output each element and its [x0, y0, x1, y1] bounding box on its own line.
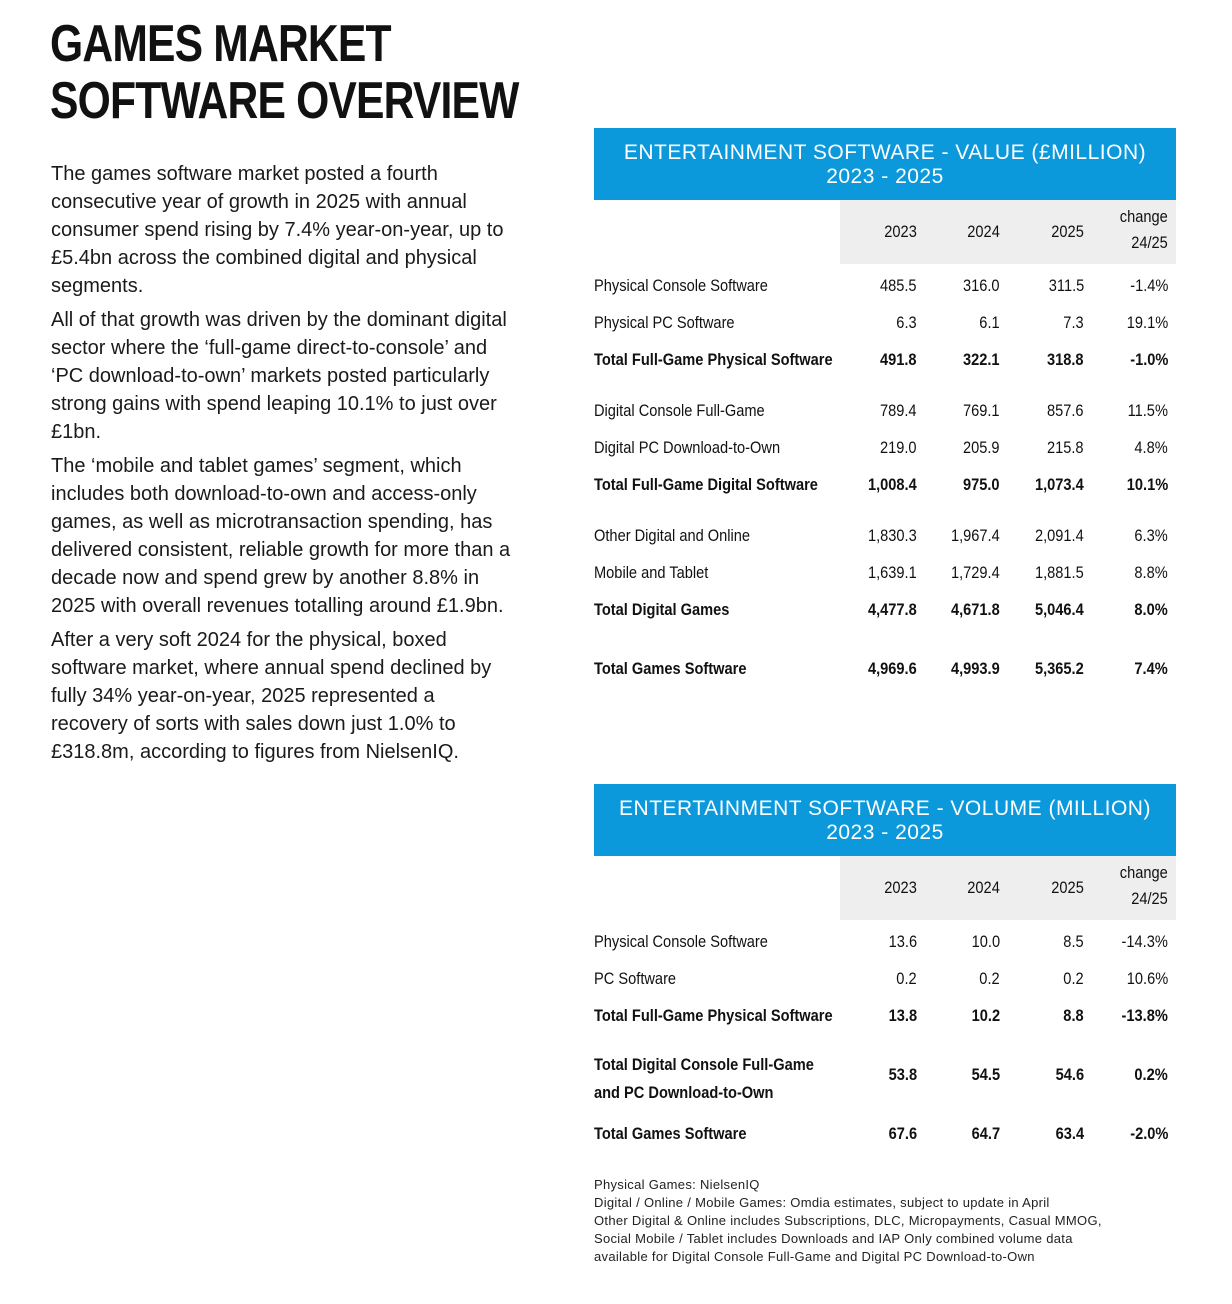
- column-header-change: change 24/25: [1120, 863, 1168, 908]
- row-label: Total Full-Game Digital Software: [594, 475, 818, 494]
- column-header-2024: 2024: [967, 222, 1000, 241]
- cell-2024: 4,993.9: [951, 659, 1000, 678]
- paragraph: The games software market posted a fourth consecutive year of growth in 2025 with annual consumer spend rising by 7.4% year-on-year, up to £5.4bn across the combined digital and physical segments.: [51, 163, 504, 297]
- row-label: Mobile and Tablet: [594, 563, 709, 582]
- cell-2024: 975.0: [963, 475, 1000, 494]
- cell-2023: 491.8: [880, 350, 917, 369]
- row-label: Total Games Software: [594, 659, 747, 678]
- cell-change: -2.0%: [1129, 1124, 1168, 1143]
- row-label: Physical PC Software: [594, 313, 735, 332]
- note-line: Physical Games: NielsenIQ: [594, 1177, 760, 1192]
- cell-2024: 6.1: [979, 313, 1000, 332]
- cell-2023: 67.6: [888, 1124, 917, 1143]
- cell-change: 7.4%: [1134, 659, 1168, 678]
- cell-2023: 0.2: [896, 969, 917, 988]
- cell-2025: 311.5: [1048, 276, 1084, 295]
- cell-2024: 769.1: [963, 401, 1000, 420]
- note-line: Digital / Online / Mobile Games: Omdia estimates, subject to update in April: [594, 1195, 1050, 1210]
- volume-table-column-headers: [594, 856, 1176, 920]
- cell-2023: 4,969.6: [868, 659, 917, 678]
- row-label: Total Digital Console Full-Game and PC Download-to-Own: [594, 1055, 814, 1102]
- cell-2024: 10.0: [971, 932, 1000, 951]
- row-label: Physical Console Software: [594, 932, 768, 951]
- cell-2023: 789.4: [880, 401, 917, 420]
- cell-2025: 318.8: [1047, 350, 1084, 369]
- column-header-change: change 24/25: [1120, 207, 1168, 252]
- cell-2025: 5,046.4: [1035, 600, 1084, 619]
- cell-2023: 13.6: [888, 932, 917, 951]
- table-row-total: [594, 467, 1176, 504]
- volume-table: [594, 784, 1176, 1153]
- cell-2025: 8.5: [1063, 932, 1084, 951]
- cell-change: 4.8%: [1134, 438, 1168, 457]
- cell-2023: 219.0: [880, 438, 917, 457]
- cell-2024: 64.7: [971, 1124, 1000, 1143]
- table-row-total: [594, 342, 1176, 379]
- value-table-header: [594, 128, 1176, 200]
- row-label: Digital PC Download-to-Own: [594, 438, 781, 457]
- row-label: Physical Console Software: [594, 276, 768, 295]
- cell-change: 8.0%: [1134, 600, 1168, 619]
- cell-2023: 4,477.8: [868, 600, 917, 619]
- paragraph: The ‘mobile and tablet games’ segment, which includes both download-to-own and access-only games, as well as microtransaction spending, has delivered consistent, reliable growth for more than a decade now and spend grew by another 8.8% in 2025 with overall revenues totalling around £1.9bn.: [51, 455, 511, 617]
- row-label: Total Games Software: [594, 1124, 747, 1143]
- cell-2024: 1,729.4: [951, 563, 1000, 582]
- cell-2024: 322.1: [963, 350, 1000, 369]
- row-label: Other Digital and Online: [594, 526, 751, 545]
- table-row: [594, 961, 1176, 998]
- cell-2025: 1,073.4: [1035, 475, 1084, 494]
- cell-change: 6.3%: [1134, 526, 1168, 545]
- table-row: [594, 268, 1176, 305]
- table-row: [594, 305, 1176, 342]
- value-table-subtitle: 2023 - 2025: [826, 165, 944, 188]
- cell-2025: 857.6: [1047, 401, 1084, 420]
- note-line: Other Digital & Online includes Subscriptions, DLC, Micropayments, Casual MMOG,: [594, 1213, 1102, 1228]
- cell-2025: 7.3: [1063, 313, 1084, 332]
- cell-2024: 54.5: [971, 1065, 1000, 1084]
- cell-change: -1.4%: [1129, 276, 1168, 295]
- cell-change: 19.1%: [1126, 313, 1168, 332]
- source-notes: [594, 1176, 1174, 1266]
- table-row-total: [594, 998, 1176, 1035]
- cell-2024: 4,671.8: [951, 600, 1000, 619]
- cell-2023: 1,008.4: [868, 475, 917, 494]
- row-label: Total Digital Games: [594, 600, 730, 619]
- cell-2025: 0.2: [1063, 969, 1084, 988]
- cell-2023: 1,830.3: [868, 526, 917, 545]
- cell-2023: 485.5: [880, 276, 917, 295]
- column-header-2025: 2025: [1051, 878, 1084, 897]
- page-title-line-1: GAMES MARKET: [50, 15, 391, 73]
- cell-2025: 1,881.5: [1035, 563, 1084, 582]
- cell-change: 10.6%: [1126, 969, 1168, 988]
- row-label: Total Full-Game Physical Software: [594, 350, 833, 369]
- cell-2023: 53.8: [888, 1065, 917, 1084]
- cell-2025: 63.4: [1055, 1124, 1084, 1143]
- cell-2023: 1,639.1: [868, 563, 917, 582]
- note-line: Social Mobile / Tablet includes Downloads and IAP Only combined volume data: [594, 1231, 1073, 1246]
- volume-table-title: ENTERTAINMENT SOFTWARE - VOLUME (MILLION): [619, 797, 1151, 820]
- table-row-total: [594, 592, 1176, 629]
- table-row-total: [594, 1045, 1176, 1105]
- cell-change: 10.1%: [1126, 475, 1168, 494]
- paragraph: All of that growth was driven by the dominant digital sector where the ‘full-game direct-to-console’ and ‘PC download-to-own’ markets posted particularly strong gains with spend leaping 10.1% to just over £1bn.: [51, 309, 507, 443]
- cell-2023: 6.3: [896, 313, 917, 332]
- column-header-2025: 2025: [1051, 222, 1084, 241]
- cell-2025: 5,365.2: [1035, 659, 1084, 678]
- cell-2025: 2,091.4: [1035, 526, 1084, 545]
- value-table: [594, 128, 1176, 688]
- page-title: [50, 15, 519, 130]
- volume-table-header: [594, 784, 1176, 856]
- table-row: [594, 924, 1176, 961]
- page-title-line-2: SOFTWARE OVERVIEW: [50, 72, 519, 130]
- cell-2025: 215.8: [1047, 438, 1084, 457]
- cell-2024: 10.2: [971, 1006, 1000, 1025]
- cell-change: -13.8%: [1121, 1006, 1168, 1025]
- table-row: [594, 393, 1176, 430]
- value-table-title: ENTERTAINMENT SOFTWARE - VALUE (£MILLION): [623, 141, 1147, 164]
- cell-2024: 1,967.4: [951, 526, 1000, 545]
- cell-2024: 205.9: [963, 438, 1000, 457]
- table-row-grand-total: [594, 1116, 1176, 1153]
- cell-change: 11.5%: [1127, 401, 1168, 420]
- row-label: PC Software: [594, 969, 677, 988]
- cell-2023: 13.8: [888, 1006, 917, 1025]
- paragraph: After a very soft 2024 for the physical, boxed software market, where annual spend declined by fully 34% year-on-year, 2025 represented a recovery of sorts with sales down just 1.0% to £318.8m, according to figures from NielsenIQ.: [51, 629, 492, 763]
- table-row-grand-total: [594, 651, 1176, 688]
- cell-2024: 0.2: [979, 969, 1000, 988]
- table-row: [594, 518, 1176, 555]
- value-table-column-headers: [594, 200, 1176, 264]
- row-label: Digital Console Full-Game: [594, 401, 765, 420]
- cell-change: 8.8%: [1134, 563, 1168, 582]
- cell-change: 0.2%: [1134, 1065, 1168, 1084]
- table-row: [594, 555, 1176, 592]
- article-body: [51, 160, 511, 772]
- column-header-2024: 2024: [967, 878, 1000, 897]
- cell-2024: 316.0: [963, 276, 1000, 295]
- column-header-2023: 2023: [884, 222, 917, 241]
- note-line: available for Digital Console Full-Game and Digital PC Download-to-Own: [594, 1249, 1035, 1264]
- column-header-2023: 2023: [884, 878, 917, 897]
- cell-change: -1.0%: [1129, 350, 1168, 369]
- cell-change: -14.3%: [1121, 932, 1168, 951]
- row-label: Total Full-Game Physical Software: [594, 1006, 833, 1025]
- cell-2025: 8.8: [1063, 1006, 1084, 1025]
- cell-2025: 54.6: [1055, 1065, 1084, 1084]
- table-row: [594, 430, 1176, 467]
- volume-table-subtitle: 2023 - 2025: [826, 821, 944, 844]
